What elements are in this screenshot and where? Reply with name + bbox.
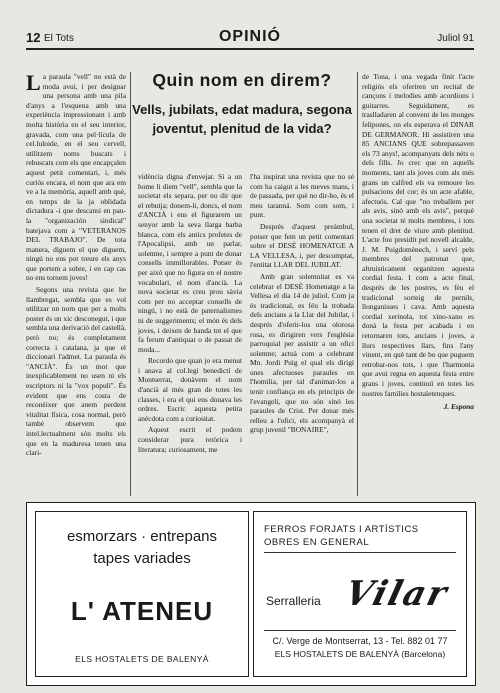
ad-address: ELS HOSTALETS DE BALENYÀ [75,654,209,664]
ad-tagline: tapes variades [93,550,191,567]
ad-vilar [253,511,467,677]
paragraph: a paraula "vell" no està de moda avui, i per designar una persona amb una pila d'anys a l'esquena amb una experiència impressionant i amb molta història en el seu interior, gravada, com una pel·lícula de cel.luloide, en el seu cervell, utilitzem noms buscats i rebuscats com els que encapçalen aquest petit comentari, i, més curiós encara, el nom que ara em ve a la memòria, aquell amb què, en temps de la ja oblidada dictadura -i que descansi en pau- la "organización sindical" batejava com a "VETERANOS DEL TRABAJO". De tota manera, diguem el que diguem, ningú no ens pot treure els anys que portem a sobre, i en cap cas no ens tornem joves! [26,72,126,283]
paragraph: Aquest escrit el podem considerar pura retòrica i literatura; curiosament, me [138,425,242,454]
column-divider [357,72,358,496]
ad-tagline: FERROS FORJATS I ARTÍSTICS [264,524,419,535]
advertisements [26,502,476,686]
article-column-3 [250,172,354,496]
article-author: J. Espona [443,402,474,412]
paragraph: vidència digna d'envejar. Si a un home li diem "vell", sembla que la societat els separa, per no dir que el rebutja; donem-li, doncs, el nom d'ANCIÀ i ens el figurarem un senyor amb la seva llarga barba blanca, com els antics profetes de l'Apocalipsi, amb un parlar, solemne, i sempre a punt de donar consells immillorables. Potser és per això que no figura en el nostre vocabulari, el nom d'ancià. La nova societat es creu prou sàvia com per no acceptar consells de ningú, i no està de paternalismes ni de suggeriments; el món és dels joves, i deixen de banda tot el que fa ferum d'antiquat o de passat de moda... [138,172,242,354]
ad-tagline: OBRES EN GENERAL [264,537,370,548]
paragraph: Recordo que quan jo era menut i anava al col.legi benedictí de Montserrat, donàvem el nom d'ancià al més gran de totes les classes, i era el qui ens donava les ordres. Escric aquesta petita anècdota com a curiositat. [138,356,242,423]
ad-logo: Vilar [341,574,453,614]
ad-business-name: L' ATENEU [70,596,214,626]
headline-subtitle: Vells, jubilats, edat madura, segona joventut, plenitud de la vida? [132,102,352,136]
publication-name: El Tots [44,33,74,44]
page-header [26,28,474,48]
header-rule [26,48,474,50]
page-number: 12 [26,30,41,45]
paragraph: Segons una revista que he llambregat, sembla que es vol utilitzar un nom que per a molts poster és un xic desconegut, i que sembla una derivació del castellà, però no; és completament correcta i catalana, ja que el diccionari l'admet. La paraula és "ANCIÀ". És un mot que inexplicablement no usen ni els escriptors ni la "vox populi". És evident que ens costa de reconèixer que anem perdent vitalitat física, cosa normal, però també observem que intel.lectualment són molts els que en la maduresa tenen una clari- [26,285,126,458]
section-title: OPINIÓ [218,28,281,45]
ad-divider [264,630,456,631]
ad-address: ELS HOSTALETS DE BALENYÀ (Barcelona) [274,649,446,659]
drop-cap: L [26,72,41,95]
article-headline [132,70,352,138]
ad-ateneu [35,511,249,677]
article-column-1 [26,72,126,496]
issue-date: Juliol 91 [437,33,474,44]
headline-title: Quin nom en direm? [152,70,332,90]
article-column-4 [362,72,474,496]
paragraph: Amb gran solemnitat es va celebrar el DESÈ Homenatge a la Vellesa el dia 14 de juliol. Com ja és tradicional, es féu la trobada dels ancians a la Llar del Jubilat, i després d'oferir-los una olorosa rosa, es dirigiren vers l'església parroquial per assistir a un ofici solemne; actuà com a celebrant Mn. Jordi Puig el qual els dirigí unes afectuoses paraules en l'homilia, per tal d'animar-los a tenir confiança en els principis de l'evangeli, que no són sinó les paraules de Crist. Per donar més relleu a l'ofici, els acompanyà el grup juvenil "BONAIRE", [250,271,354,435]
ad-address: C/. Verge de Montserrat, 13 - Tel. 882 01 77 [272,636,448,646]
ad-tagline: esmorzars · entrepans [66,528,218,545]
paragraph: de Tona, i una vegada finit l'acte religiós els oferiren un recital de cançons i melodies amb acordions i guitarres. Seguidament, es traslladaren al convent de les monges felipones, on els esperava el DINAR DE GERMANOR. Hi assistiren una 85 ANCIANS QUE sobrepassaven els 73 anys!, acompanyats dels néts o dels fills. Jo crec que en aquells moments, tant als joves com als més grans un calfred els va remoure les pulsacions del cor; és un acte afable, afectuós. Cal que "no treballem per als avis, sinó amb els avis", perquè una societat té molts membres, i tots tenen el dret de viure amb plenitud. L'acte fou presidit pel novell alcalde, J. M. Puigdomènech, i serví pels membres del patronat que, altruísticament organitzen aquesta cordial festa. I com a acte final, després de les postres, es féu el tradicional sorteig de pernils, llonganisses i cava. Amb aquesta cordial xerinola, tot xino-xano es donà la festa per acabada i en retornaren tots, ancians i joves, a llurs respectives llars, fins l'any vinent, en què tant de bo que puguem retrobar-nos tots, i que l'harmonia que avui regna en aquesta festa entre grans i joves, continuï en totes les nostres famílies hostaletenques. [362,72,474,398]
paragraph: l'ha inspirat una revista que no sé com ha caigut a les meves mans, i de passada, per què no dir-ho, és el meu taranná. Som com som, i punt. [250,172,354,220]
ad-business-type: Serralleria [266,594,321,608]
column-divider [130,72,131,496]
article-column-2 [138,172,242,496]
paragraph: Després d'aquest preàmbul, potser que fem un petit comentari sobre el DESÈ HOMENATGE A LA VELLESA, i, per descomptat, l'entitat LLAR DEL JUBILAT. [250,221,354,270]
ad-divider [264,552,456,553]
